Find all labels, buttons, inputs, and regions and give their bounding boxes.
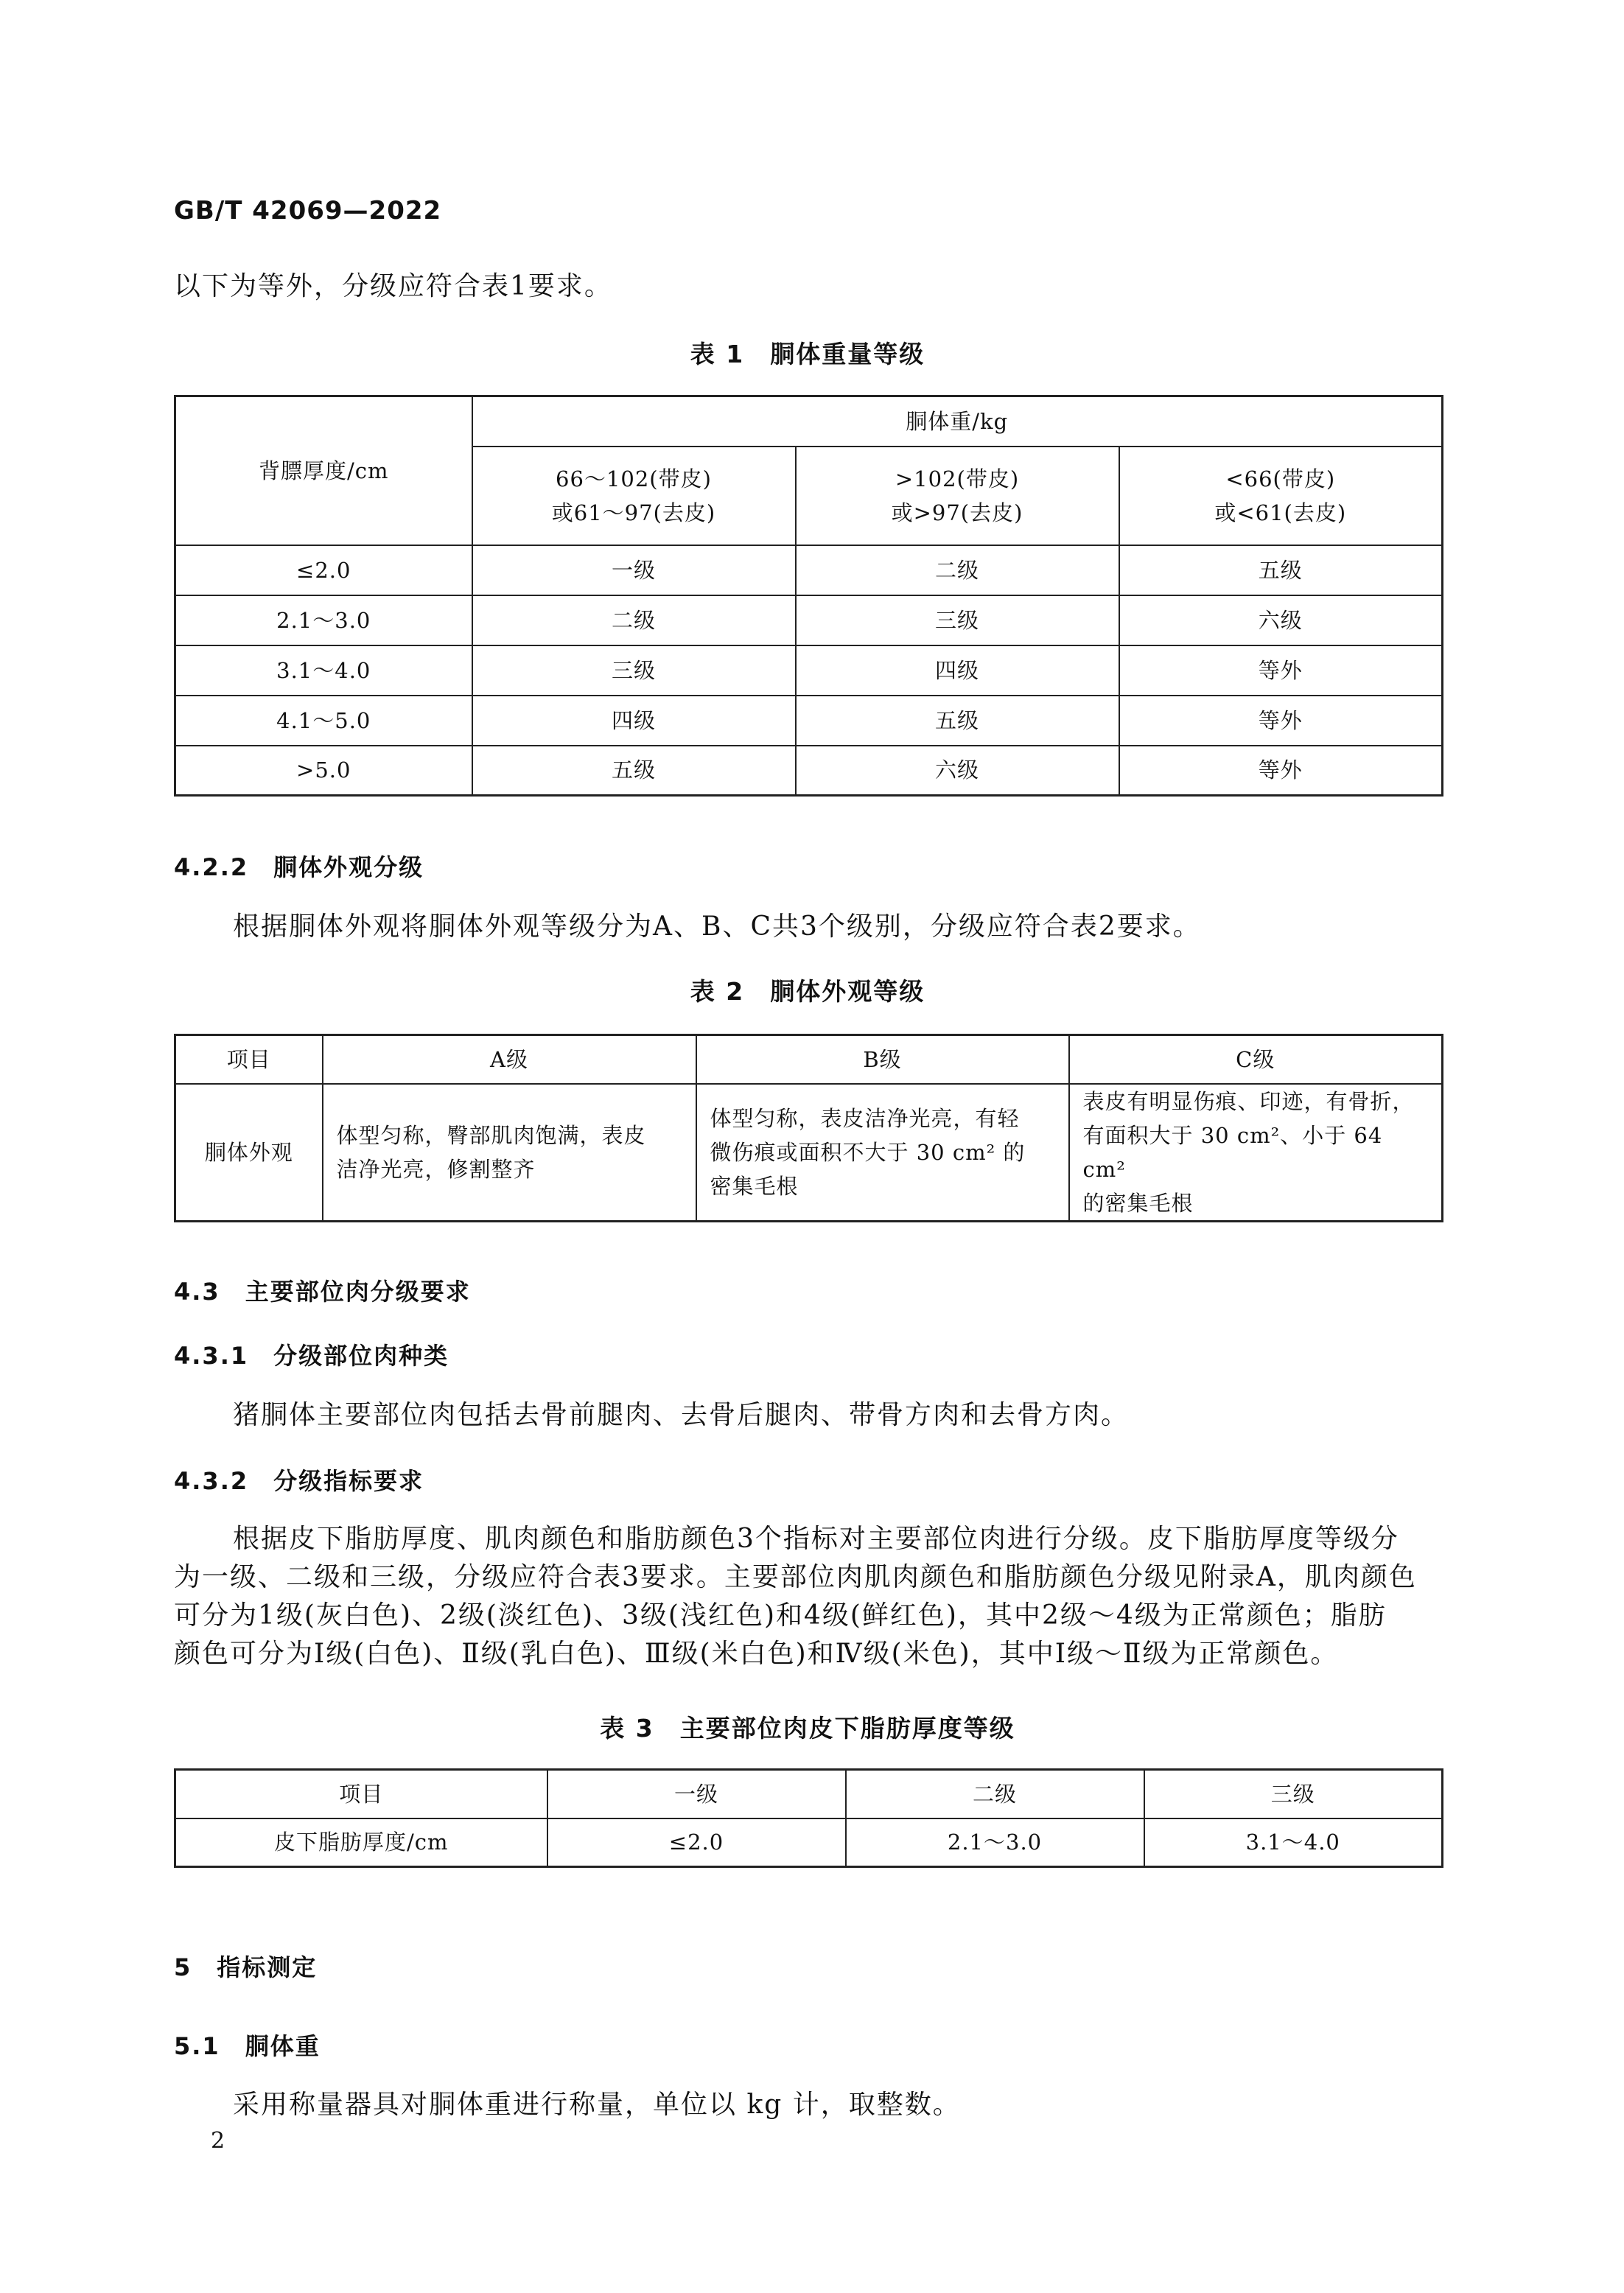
table-row bbox=[175, 1084, 1443, 1222]
table-cell: 3.1～4.0 bbox=[1144, 1818, 1443, 1867]
section-5-1-text: 采用称量器具对胴体重进行称量，单位以 kg 计，取整数。 bbox=[233, 2090, 961, 2120]
table-cell: 一级 bbox=[472, 545, 796, 595]
carcass-appearance-grade-table bbox=[174, 1034, 1443, 1222]
weight-range-header: >102(带皮) 或>97(去皮) bbox=[796, 447, 1119, 545]
table-cell: 等外 bbox=[1119, 746, 1443, 796]
table-header-cell: A级 bbox=[323, 1035, 696, 1084]
section-4-3-2-line: 颜色可分为Ⅰ级(白色)、Ⅱ级(乳白色)、Ⅲ级(米白色)和Ⅳ级(米色)，其中Ⅰ级～Ⅱ级为正常颜色。 bbox=[174, 1639, 1339, 1669]
table-row bbox=[175, 746, 1443, 796]
table-cell: 等外 bbox=[1119, 696, 1443, 746]
table3-caption: 表 3 主要部位肉皮下脂肪厚度等级 bbox=[600, 1714, 1015, 1743]
table-row bbox=[175, 645, 1443, 696]
table-cell: 四级 bbox=[796, 645, 1119, 696]
section-4-2-2-text: 根据胴体外观将胴体外观等级分为A、B、C共3个级别，分级应符合表2要求。 bbox=[233, 911, 1201, 942]
table-header-cell: 项目 bbox=[175, 1770, 547, 1818]
table-cell: 皮下脂肪厚度/cm bbox=[175, 1818, 547, 1867]
table-cell: 二级 bbox=[472, 595, 796, 645]
table-cell: 二级 bbox=[796, 545, 1119, 595]
table-cell: 2.1～3.0 bbox=[846, 1818, 1144, 1867]
table-cell: 五级 bbox=[796, 696, 1119, 746]
table-cell: 三级 bbox=[472, 645, 796, 696]
table2-caption: 表 2 胴体外观等级 bbox=[690, 977, 925, 1006]
section-5-heading: 5 指标测定 bbox=[174, 1953, 318, 1981]
table1-caption: 表 1 胴体重量等级 bbox=[690, 340, 925, 368]
section-4-3-1-text: 猪胴体主要部位肉包括去骨前腿肉、去骨后腿肉、带骨方肉和去骨方肉。 bbox=[233, 1400, 1130, 1430]
table-row bbox=[175, 595, 1443, 645]
table-cell: 六级 bbox=[796, 746, 1119, 796]
table-cell: 四级 bbox=[472, 696, 796, 746]
section-4-3-2-line: 可分为1级(灰白色)、2级(淡红色)、3级(浅红色)和4级(鲜红色)，其中2级～4级为正常颜色；脂肪 bbox=[174, 1600, 1387, 1631]
table-cell: 4.1～5.0 bbox=[175, 696, 472, 746]
table-cell: 五级 bbox=[1119, 545, 1443, 595]
table-row bbox=[175, 696, 1443, 746]
page-number: 2 bbox=[211, 2128, 225, 2154]
section-4-3-heading: 4.3 主要部位肉分级要求 bbox=[174, 1278, 471, 1306]
backfat-thickness-header: 背膘厚度/cm bbox=[175, 396, 472, 545]
table-cell: 五级 bbox=[472, 746, 796, 796]
table-cell: 2.1～3.0 bbox=[175, 595, 472, 645]
table-row bbox=[175, 545, 1443, 595]
table-cell: 三级 bbox=[796, 595, 1119, 645]
section-4-3-2-heading: 4.3.2 分级指标要求 bbox=[174, 1467, 424, 1495]
table-row bbox=[175, 1818, 1443, 1867]
table-cell: ≤2.0 bbox=[175, 545, 472, 595]
table-header-cell: 三级 bbox=[1144, 1770, 1443, 1818]
standard-number: GB/T 42069—2022 bbox=[174, 196, 442, 225]
intro-line: 以下为等外，分级应符合表1要求。 bbox=[174, 271, 612, 301]
subcutaneous-fat-grade-table bbox=[174, 1768, 1443, 1868]
weight-range-header: <66(带皮) 或<61(去皮) bbox=[1119, 447, 1443, 545]
section-4-2-2-heading: 4.2.2 胴体外观分级 bbox=[174, 853, 424, 881]
carcass-weight-grade-table bbox=[174, 395, 1443, 797]
grade-a-description: 体型匀称，臀部肌肉饱满，表皮 洁净光亮，修割整齐 bbox=[323, 1084, 696, 1222]
table-cell: 等外 bbox=[1119, 645, 1443, 696]
carcass-weight-header: 胴体重/kg bbox=[472, 396, 1443, 447]
section-4-3-2-line: 为一级、二级和三级，分级应符合表3要求。主要部位肉肌肉颜色和脂肪颜色分级见附录A，肌肉颜色 bbox=[174, 1562, 1417, 1592]
grade-b-description: 体型匀称，表皮洁净光亮，有轻 微伤痕或面积不大于 30 cm² 的 密集毛根 bbox=[696, 1084, 1069, 1222]
table-cell: 3.1～4.0 bbox=[175, 645, 472, 696]
table-header-cell: 二级 bbox=[846, 1770, 1144, 1818]
section-5-1-heading: 5.1 胴体重 bbox=[174, 2032, 321, 2060]
table-cell: 六级 bbox=[1119, 595, 1443, 645]
table-cell: 胴体外观 bbox=[175, 1084, 323, 1222]
table-header-cell: B级 bbox=[696, 1035, 1069, 1084]
grade-c-description: 表皮有明显伤痕、印迹，有骨折， 有面积大于 30 cm²、小于 64 cm² 的密集毛根 bbox=[1069, 1084, 1443, 1222]
table-cell: >5.0 bbox=[175, 746, 472, 796]
table-header-cell: 一级 bbox=[547, 1770, 846, 1818]
section-4-3-1-heading: 4.3.1 分级部位肉种类 bbox=[174, 1342, 449, 1370]
table-cell: ≤2.0 bbox=[547, 1818, 846, 1867]
table-header-cell: C级 bbox=[1069, 1035, 1443, 1084]
table-header-cell: 项目 bbox=[175, 1035, 323, 1084]
weight-range-header: 66～102(带皮) 或61～97(去皮) bbox=[472, 447, 796, 545]
section-4-3-2-line: 根据皮下脂肪厚度、肌肉颜色和脂肪颜色3个指标对主要部位肉进行分级。皮下脂肪厚度等级分 bbox=[233, 1524, 1399, 1554]
